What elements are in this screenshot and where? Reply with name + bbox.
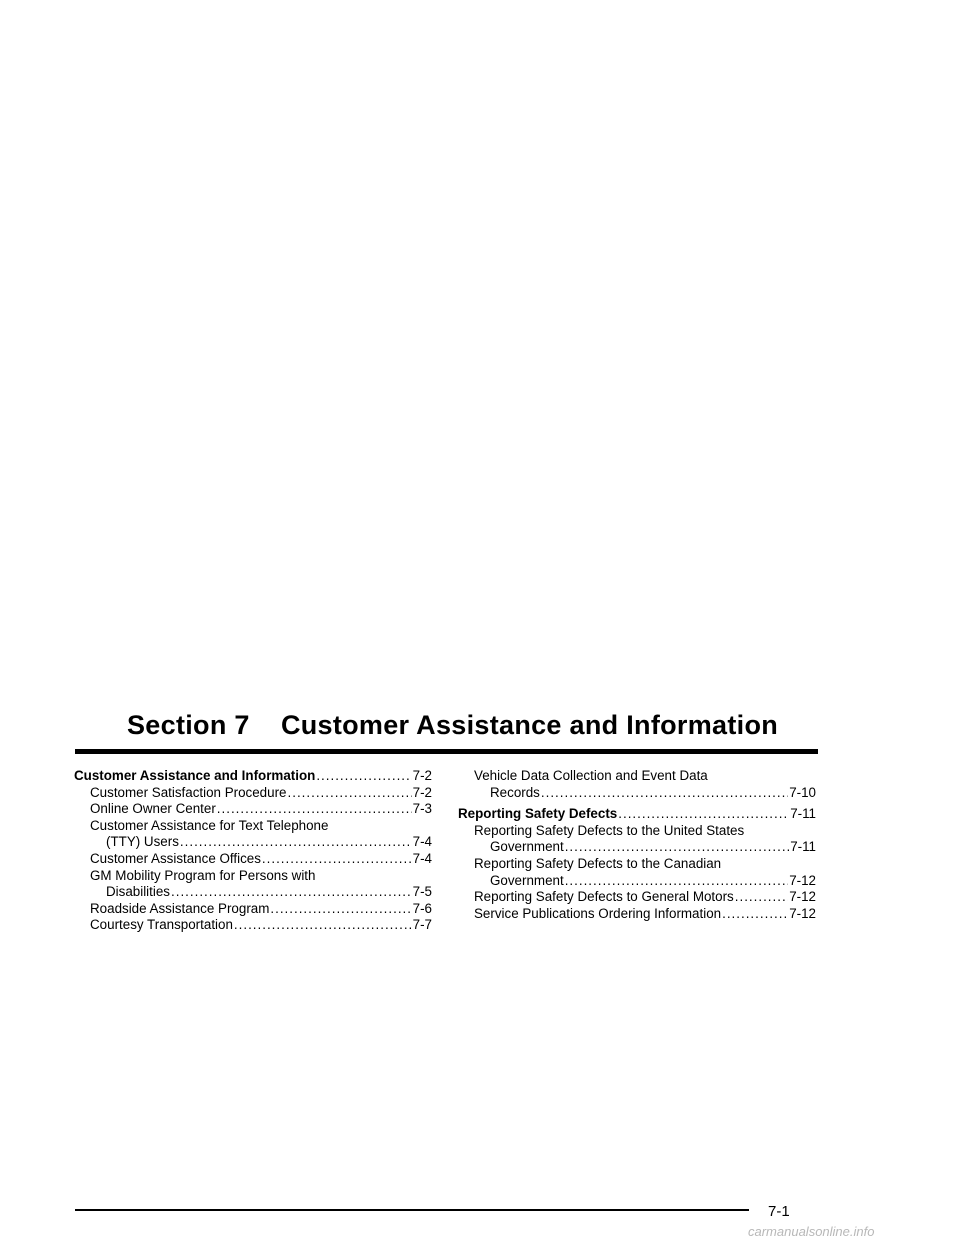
section-title: Section 7 Customer Assistance and Information bbox=[127, 710, 779, 740]
dot-leader bbox=[541, 785, 788, 802]
dot-leader bbox=[565, 873, 789, 890]
toc-entry-page: 7-6 bbox=[412, 900, 432, 916]
toc-entry[interactable] bbox=[74, 917, 432, 934]
toc-entry-text: Reporting Safety Defects bbox=[458, 806, 618, 822]
toc-entry-page: 7-2 bbox=[412, 768, 432, 783]
toc-entry-text: Customer Assistance Offices bbox=[90, 850, 261, 866]
toc-entry[interactable] bbox=[74, 851, 432, 868]
toc-entry[interactable] bbox=[458, 785, 816, 802]
title-rule bbox=[75, 749, 818, 754]
dot-leader bbox=[180, 834, 412, 851]
toc-entry-text: Reporting Safety Defects to General Motors bbox=[474, 889, 734, 905]
toc-entry[interactable] bbox=[74, 884, 432, 901]
toc-entry-page: 7-4 bbox=[412, 834, 432, 850]
toc-entry-text-line1: GM Mobility Program for Persons with bbox=[90, 867, 316, 883]
toc-entry-text: Disabilities bbox=[106, 884, 170, 900]
dot-leader bbox=[722, 906, 788, 923]
toc-entry-text: Service Publications Ordering Information bbox=[474, 905, 722, 921]
toc-entry-page: 7-12 bbox=[789, 872, 816, 888]
toc-entry[interactable] bbox=[458, 839, 816, 856]
toc-entry-page: 7-7 bbox=[412, 917, 432, 933]
toc-entry-page: 7-4 bbox=[412, 850, 432, 866]
toc-entry-text-line1: Reporting Safety Defects to the Canadian bbox=[474, 855, 722, 871]
dot-leader bbox=[171, 884, 412, 901]
toc-entry[interactable] bbox=[458, 906, 816, 923]
toc-entry[interactable] bbox=[458, 806, 816, 823]
toc-entry-page: 7-12 bbox=[789, 905, 816, 921]
dot-leader bbox=[288, 785, 412, 802]
dot-leader bbox=[270, 901, 411, 918]
toc-entry[interactable] bbox=[74, 901, 432, 918]
watermark: carmanualsonline.info bbox=[748, 1224, 875, 1239]
dot-leader bbox=[618, 806, 789, 823]
toc-entry-page: 7-2 bbox=[412, 784, 432, 800]
dot-leader bbox=[262, 851, 412, 868]
toc-entry-text-line1: Reporting Safety Defects to the United States bbox=[474, 822, 745, 838]
toc-entry-page: 7-11 bbox=[790, 839, 816, 855]
toc-entry-text: Customer Satisfaction Procedure bbox=[90, 784, 287, 800]
dot-leader bbox=[316, 768, 411, 785]
toc-entry-text-line1: Vehicle Data Collection and Event Data bbox=[474, 768, 708, 783]
toc-entry[interactable] bbox=[74, 785, 432, 802]
toc-entry-text-line1: Customer Assistance for Text Telephone bbox=[90, 817, 329, 833]
toc-left-column bbox=[74, 768, 432, 934]
dot-leader bbox=[217, 801, 412, 818]
toc-entry-page: 7-11 bbox=[790, 806, 816, 822]
toc-entry[interactable] bbox=[74, 768, 432, 785]
footer-rule bbox=[75, 1209, 749, 1211]
toc-entry[interactable] bbox=[458, 873, 816, 890]
toc-entry[interactable] bbox=[458, 889, 816, 906]
toc-entry-page: 7-3 bbox=[412, 801, 432, 817]
page-number: 7-1 bbox=[768, 1203, 790, 1220]
toc-entry-text: Records bbox=[490, 784, 540, 800]
toc-entry[interactable] bbox=[74, 801, 432, 818]
toc-entry[interactable] bbox=[74, 834, 432, 851]
toc-entry-text: Customer Assistance and Information bbox=[74, 768, 316, 783]
dot-leader bbox=[565, 839, 790, 856]
toc-entry-page: 7-12 bbox=[789, 889, 816, 905]
toc-entry-text: Roadside Assistance Program bbox=[90, 900, 270, 916]
dot-leader bbox=[735, 889, 788, 906]
toc-entry-page: 7-5 bbox=[412, 884, 432, 900]
toc-entry-text: (TTY) Users bbox=[106, 834, 179, 850]
toc-entry-text: Government bbox=[490, 872, 564, 888]
toc-right-column bbox=[458, 768, 816, 922]
toc-entry-text: Online Owner Center bbox=[90, 801, 216, 817]
toc-entry-page: 7-10 bbox=[789, 784, 816, 800]
toc-entry-text: Government bbox=[490, 839, 564, 855]
toc-entry-text: Courtesy Transportation bbox=[90, 917, 233, 933]
dot-leader bbox=[234, 917, 412, 934]
